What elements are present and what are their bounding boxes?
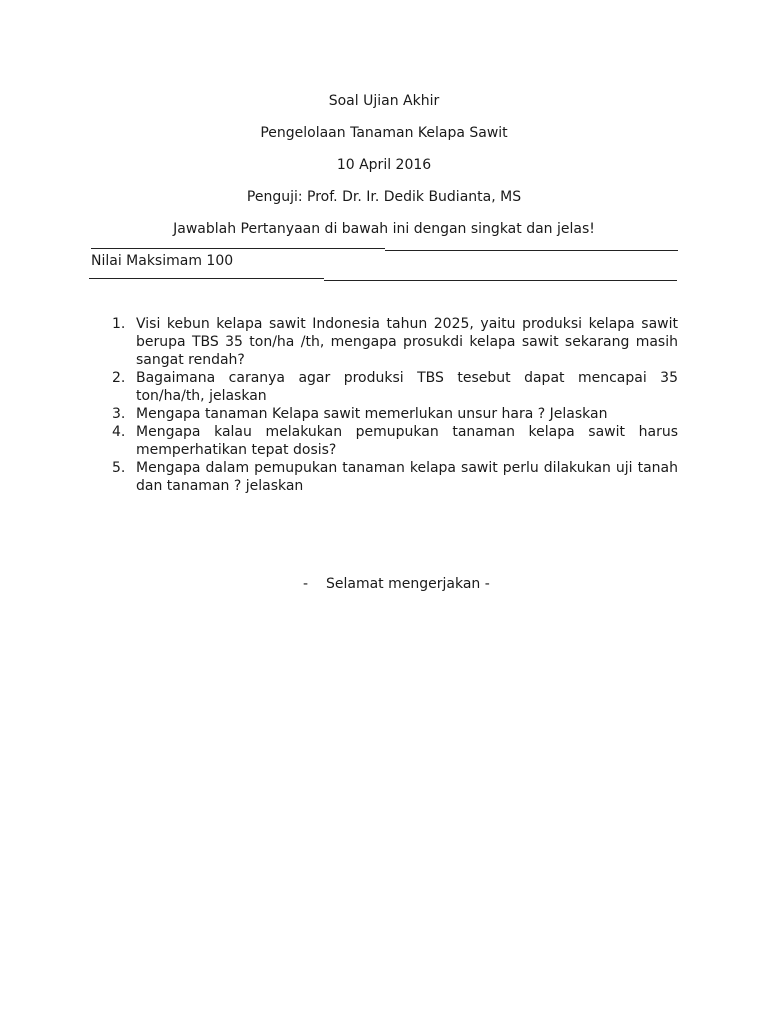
- course-name: Pengelolaan Tanaman Kelapa Sawit: [260, 125, 508, 141]
- question-number: 5.: [112, 460, 126, 476]
- divider-top-right: [385, 250, 678, 251]
- closing-text: Selamat mengerjakan -: [326, 576, 490, 592]
- max-score: Nilai Maksimam 100: [91, 253, 234, 269]
- list-item: [104, 369, 678, 405]
- question-text: Visi kebun kelapa sawit Indonesia tahun 2025, yaitu produksi kelapa sawit berupa TBS 35 ton/ha /th, mengapa prosukdi kelapa sawit sekarang masih sangat rendah?: [136, 316, 678, 368]
- divider-bottom-right: [324, 280, 677, 281]
- divider-bottom-left: [89, 278, 324, 279]
- question-number: 2.: [112, 370, 126, 386]
- question-number: 4.: [112, 424, 126, 440]
- question-number: 1.: [112, 316, 126, 332]
- examiner: Penguji: Prof. Dr. Ir. Dedik Budianta, MS: [246, 189, 522, 205]
- list-item: [104, 423, 678, 459]
- question-text: Mengapa dalam pemupukan tanaman kelapa sawit perlu dilakukan uji tanah dan tanaman ? jelaskan: [136, 460, 678, 494]
- list-item: [104, 459, 678, 495]
- instruction: Jawablah Pertanyaan di bawah ini dengan singkat dan jelas!: [173, 221, 595, 237]
- question-text: Mengapa kalau melakukan pemupukan tanaman kelapa sawit harus memperhatikan tepat dosis?: [136, 424, 678, 458]
- question-number: 3.: [112, 406, 126, 422]
- exam-title: Soal Ujian Akhir: [328, 93, 440, 109]
- list-item: [104, 315, 678, 369]
- list-item: [104, 405, 678, 423]
- question-list: [104, 315, 678, 495]
- question-text: Mengapa tanaman Kelapa sawit memerlukan unsur hara ? Jelaskan: [136, 406, 608, 422]
- question-text: Bagaimana caranya agar produksi TBS tesebut dapat mencapai 35 ton/ha/th, jelaskan: [136, 370, 678, 404]
- exam-date: 10 April 2016: [336, 157, 432, 173]
- divider-top-left: [91, 248, 385, 249]
- closing-dash: -: [303, 576, 309, 592]
